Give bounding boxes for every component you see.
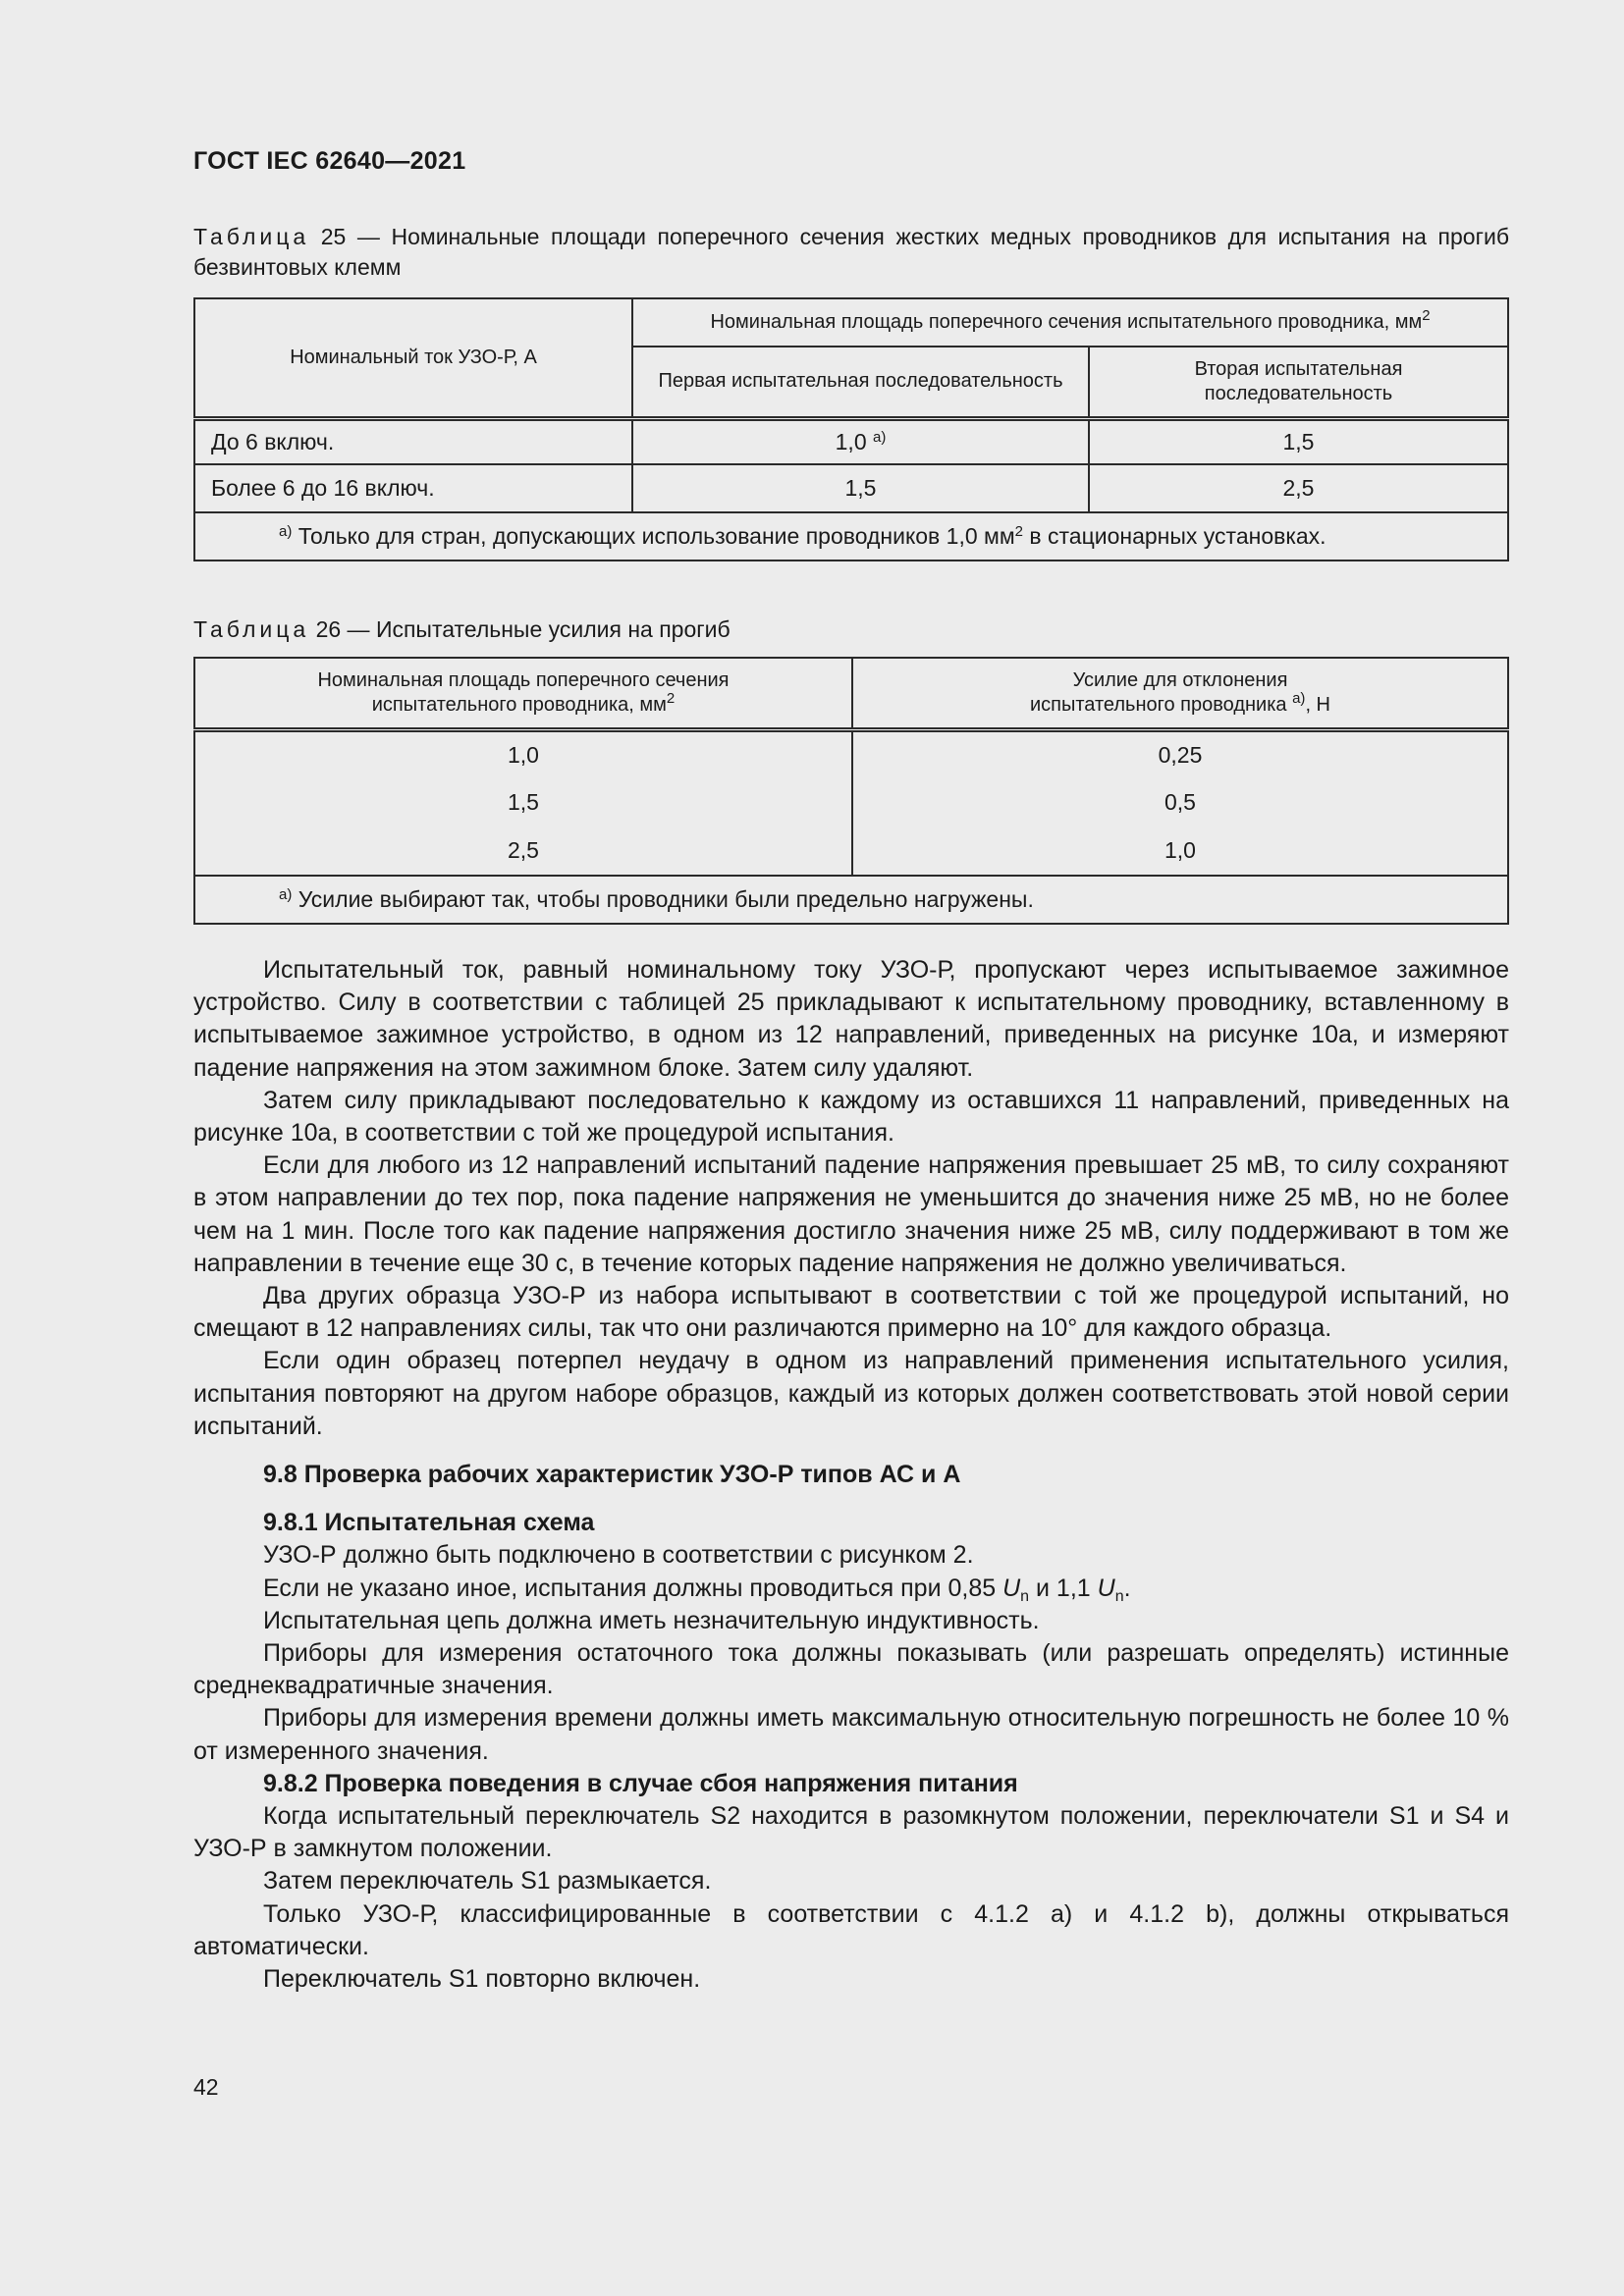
paragraph <box>193 1573 1509 1605</box>
table-cell: 1,0 <box>852 827 1508 876</box>
paragraph: Два других образца УЗО-Р из набора испытывают в соответствии с той же процедурой испытаний, но смещают в 12 направлениях силы, так что они различаются примерно на 10° для каждого образца. <box>193 1282 1509 1343</box>
paragraph: Затем силу прикладывают последовательно к каждому из оставшихся 11 направлений, приведенных на рисунке 10а, в соответствии с той же процедурой испытания. <box>193 1086 1509 1148</box>
symbol-u: U <box>1002 1574 1021 1602</box>
table-25 <box>193 297 1509 561</box>
footnote-text: Усилие выбирают так, чтобы проводники были предельно нагружены. <box>292 886 1034 912</box>
page-number: 42 <box>193 2074 219 2100</box>
table-row <box>194 729 1508 778</box>
paragraph: Испытательная цепь должна иметь незначительную индуктивность. <box>263 1606 1040 1634</box>
table-cell: 0,5 <box>852 778 1508 827</box>
table26-caption-text: 26 — Испытательные усилия на прогиб <box>309 616 731 642</box>
footnote-ref: а) <box>873 428 887 446</box>
table-cell: 1,5 <box>632 464 1089 512</box>
header-line: Номинальная площадь поперечного сечения <box>317 668 730 691</box>
document-header: ГОСТ IEC 62640—2021 <box>193 147 466 175</box>
table25-group-header-sup: 2 <box>1422 307 1431 324</box>
table-cell: Более 6 до 16 включ. <box>194 464 632 512</box>
table-cell: 2,5 <box>194 827 852 876</box>
footnote-sup: 2 <box>1014 523 1024 540</box>
footnote-tail: в стационарных установках. <box>1023 523 1326 549</box>
table26-col2-header <box>852 658 1508 729</box>
table-26 <box>193 657 1509 925</box>
section-heading-9-8-2: 9.8.2 Проверка поведения в случае сбоя напряжения питания <box>263 1769 1018 1797</box>
section-heading-9-8-1: 9.8.1 Испытательная схема <box>263 1509 595 1537</box>
paragraph: Приборы для измерения времени должны иметь максимальную относительную погрешность не более 10 % от измеренного значения. <box>193 1704 1509 1765</box>
paragraph: Когда испытательный переключатель S2 находится в разомкнутом положении, переключатели S1 и S4 и УЗО-Р в замкнутом положении. <box>193 1802 1509 1863</box>
table-row <box>194 827 1508 876</box>
subscript-n: n <box>1020 1587 1030 1605</box>
header-line: испытательного проводника, мм <box>371 693 667 716</box>
footnote-mark: а) <box>279 523 293 540</box>
table26-col1-header <box>194 658 852 729</box>
table25-col1-header: Номинальный ток УЗО-Р, А <box>194 298 632 418</box>
paragraph: Только УЗО-Р, классифицированные в соответствии с 4.1.2 а) и 4.1.2 b), должны открываться автоматически. <box>193 1899 1509 1960</box>
table25-footnote <box>194 512 1508 561</box>
text-run: . <box>1123 1574 1131 1602</box>
table-cell: 0,25 <box>852 729 1508 778</box>
table-cell: 1,5 <box>194 778 852 827</box>
paragraph: Если для любого из 12 направлений испытаний падение напряжения превышает 25 мВ, то силу сохраняют в этом направлении до тех пор, пока падение напряжения не уменьшится до значения ниже 25 мВ, но не более чем на 1 мин. После того как падение напряжения достигло значения ниже 25 мВ, силу поддерживают в том же направлении в течение еще 30 с, в течение которых падение напряжения не должно увеличиваться. <box>193 1151 1509 1277</box>
table25-group-header-text: Номинальная площадь поперечного сечения испытательного проводника, мм <box>710 311 1423 333</box>
header-line: Усилие для отклонения <box>1072 668 1288 691</box>
table-cell: 2,5 <box>1089 464 1508 512</box>
table-cell: До 6 включ. <box>194 418 632 464</box>
paragraph: УЗО-Р должно быть подключено в соответствии с рисунком 2. <box>263 1541 974 1570</box>
paragraph: Переключатель S1 повторно включен. <box>263 1965 701 1994</box>
subscript-n: n <box>1114 1587 1124 1605</box>
table25-sub1-header: Первая испытательная последовательность <box>632 347 1089 418</box>
paragraph: Приборы для измерения остаточного тока должны показывать (или разрешать определять) истинные среднеквадратичные значения. <box>193 1639 1509 1700</box>
paragraph: Если один образец потерпел неудачу в одном из направлений применения испытательного усилия, испытания повторяют на другом наборе образцов, каждый из которых должен соответствовать этой новой серии испытаний. <box>193 1347 1509 1440</box>
table26-caption-prefix: Таблица <box>193 616 310 642</box>
paragraph: Затем переключатель S1 размыкается. <box>263 1867 712 1896</box>
body-text <box>193 954 1509 1996</box>
paragraph: Испытательный ток, равный номинальному току УЗО-Р, пропускают через испытываемое зажимное устройство. Силу в соответствии с таблицей 25 прикладывают к испытательному проводнику, вставленному в испытываемое зажимное устройство, в одном из 12 направлений, приведенных на рисунке 10а, и измеряют падение напряжения на этом зажимном блоке. Затем силу удаляют. <box>193 956 1509 1082</box>
table25-sub2-header: Вторая испытательная последовательность <box>1089 347 1508 418</box>
table25-caption <box>193 222 1509 283</box>
table25-caption-text: 25 — Номинальные площади поперечного сечения жестких медных проводников для испытания на прогиб безвинтовых клемм <box>193 224 1509 280</box>
text-run: Если не указано иное, испытания должны проводиться при 0,85 <box>263 1574 1003 1602</box>
header-tail: , Н <box>1305 693 1330 716</box>
header-sup: 2 <box>666 689 676 707</box>
table-cell <box>632 418 1089 464</box>
table-cell-value: 1,0 <box>835 428 867 454</box>
text-run: и 1,1 <box>1029 1574 1098 1602</box>
footnote-text: Только для стран, допускающих использование проводников 1,0 мм <box>292 523 1015 549</box>
footnote-ref: а) <box>1292 689 1306 707</box>
table25-group-header <box>632 298 1508 347</box>
table26-footnote <box>194 876 1508 924</box>
table26-caption <box>193 614 1509 645</box>
table-row <box>194 418 1508 464</box>
table-cell: 1,0 <box>194 729 852 778</box>
table25-caption-prefix: Таблица <box>193 224 310 249</box>
footnote-mark: а) <box>279 886 293 903</box>
table-row <box>194 464 1508 512</box>
symbol-u: U <box>1097 1574 1115 1602</box>
table-cell: 1,5 <box>1089 418 1508 464</box>
header-line: испытательного проводника <box>1029 693 1293 716</box>
table-row <box>194 778 1508 827</box>
section-heading-9-8: 9.8 Проверка рабочих характеристик УЗО-Р типов АС и А <box>263 1461 961 1489</box>
